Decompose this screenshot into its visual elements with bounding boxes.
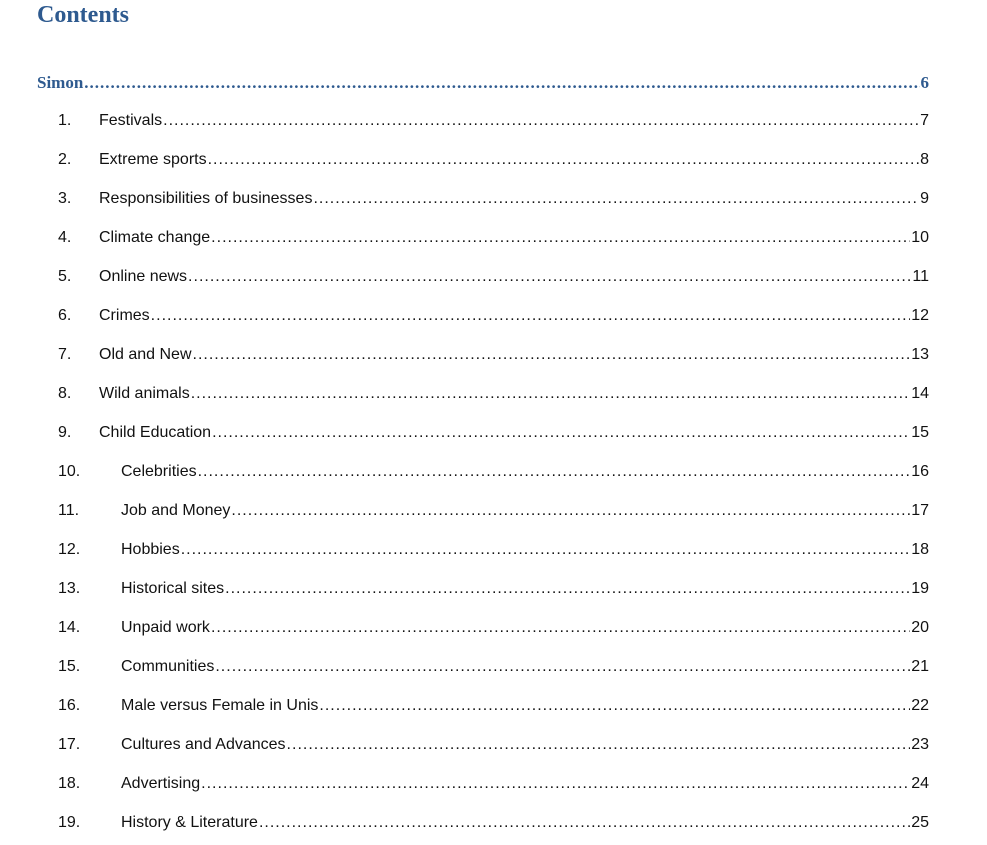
toc-entry-number: 9.	[58, 424, 72, 441]
toc-entry-number: 11.	[58, 502, 80, 519]
dot-leader	[313, 190, 919, 208]
toc-page-number: 14	[911, 385, 929, 402]
toc-entry[interactable]	[58, 112, 929, 136]
toc-entry-number: 6.	[58, 307, 72, 324]
toc-entry-title: Festivals	[99, 112, 163, 129]
toc-page-number: 25	[911, 814, 929, 831]
toc-entry-number: 7.	[58, 346, 72, 363]
toc-entry[interactable]	[58, 775, 929, 799]
toc-page-number: 9	[920, 190, 929, 207]
dot-leader	[191, 385, 911, 403]
dot-leader	[231, 502, 910, 520]
toc-entry-title: Historical sites	[121, 580, 225, 597]
toc-entry-title: Crimes	[99, 307, 150, 324]
toc-page-number: 18	[911, 541, 929, 558]
toc-page-number: 20	[911, 619, 929, 636]
toc-page-number: 12	[911, 307, 929, 324]
toc-entry-title: Male versus Female in Unis	[121, 697, 319, 714]
dot-leader	[259, 814, 910, 832]
toc-page-number: 24	[911, 775, 929, 792]
toc-entry-title: Online news	[99, 268, 188, 285]
dot-leader	[193, 346, 911, 364]
toc-entry[interactable]	[58, 580, 929, 604]
dot-leader	[84, 73, 919, 93]
dot-leader	[225, 580, 910, 598]
toc-entry-title: Job and Money	[121, 502, 231, 519]
toc-page-number: 19	[911, 580, 929, 597]
toc-entry-title: Hobbies	[121, 541, 180, 558]
toc-page-number: 21	[911, 658, 929, 675]
contents-heading: Contents	[37, 2, 130, 28]
toc-entry-title: Child Education	[99, 424, 212, 441]
toc-page-number: 22	[911, 697, 929, 714]
toc-page-number: 16	[911, 463, 929, 480]
toc-entry-number: 12.	[58, 541, 81, 558]
toc-entry-number: 1.	[58, 112, 72, 129]
dot-leader	[198, 463, 911, 481]
dot-leader	[163, 112, 919, 130]
toc-entry-title: Wild animals	[99, 385, 190, 402]
toc-entry[interactable]	[58, 541, 929, 565]
toc-page-number: 8	[920, 151, 929, 168]
toc-entry[interactable]	[58, 190, 929, 214]
toc-entry[interactable]	[58, 697, 929, 721]
dot-leader	[188, 268, 911, 286]
toc-entry[interactable]	[58, 502, 929, 526]
dot-leader	[181, 541, 911, 559]
toc-page-number: 15	[911, 424, 929, 441]
toc-page-number: 17	[911, 502, 929, 519]
toc-entry-title: Climate change	[99, 229, 211, 246]
toc-entry-title: Responsibilities of businesses	[99, 190, 313, 207]
dot-leader	[151, 307, 911, 325]
toc-entry-number: 10.	[58, 463, 81, 480]
toc-entry-simon[interactable]	[37, 73, 929, 97]
dot-leader	[208, 151, 920, 169]
toc-entry[interactable]	[58, 658, 929, 682]
toc-entry-number: 15.	[58, 658, 81, 675]
dot-leader	[287, 736, 911, 754]
toc-entry-number: 4.	[58, 229, 72, 246]
toc-entry-number: 8.	[58, 385, 72, 402]
toc-entry-title: History & Literature	[121, 814, 258, 831]
toc-entry[interactable]	[58, 229, 929, 253]
toc-entry-number: 3.	[58, 190, 72, 207]
toc-entry-title: Extreme sports	[99, 151, 207, 168]
dot-leader	[201, 775, 910, 793]
toc-entry[interactable]	[58, 151, 929, 175]
toc-entry-number: 18.	[58, 775, 81, 792]
toc-entry-title: Advertising	[121, 775, 201, 792]
toc-entry-number: 17.	[58, 736, 81, 753]
dot-leader	[319, 697, 910, 715]
toc-entry-title: Communities	[121, 658, 215, 675]
toc-page-number: 7	[920, 112, 929, 129]
toc-entry[interactable]	[58, 424, 929, 448]
toc-entry[interactable]	[58, 346, 929, 370]
toc-entry[interactable]	[58, 814, 929, 838]
toc-page-number: 6	[920, 73, 929, 92]
dot-leader	[215, 658, 910, 676]
toc-entry-number: 16.	[58, 697, 81, 714]
toc-entry[interactable]	[58, 463, 929, 487]
toc-entry-number: 14.	[58, 619, 81, 636]
dot-leader	[211, 229, 910, 247]
toc-entry-title: Celebrities	[121, 463, 197, 480]
toc-entry-title: Old and New	[99, 346, 192, 363]
toc-entry-number: 13.	[58, 580, 81, 597]
toc-entry[interactable]	[58, 268, 929, 292]
toc-entry-title: Cultures and Advances	[121, 736, 286, 753]
toc-entry-number: 5.	[58, 268, 72, 285]
toc-entry-number: 2.	[58, 151, 72, 168]
toc-entry-title: Unpaid work	[121, 619, 210, 636]
dot-leader	[212, 424, 910, 442]
toc-page-number: 10	[911, 229, 929, 246]
toc-page-number: 13	[911, 346, 929, 363]
toc-entry[interactable]	[58, 385, 929, 409]
toc-entry[interactable]	[58, 619, 929, 643]
toc-entry[interactable]	[58, 736, 929, 760]
toc-page-number: 23	[911, 736, 929, 753]
toc-entry[interactable]	[58, 307, 929, 331]
dot-leader	[211, 619, 910, 637]
toc-page-number: 11	[912, 268, 929, 285]
toc-entry-number: 19.	[58, 814, 81, 831]
toc-section-title: Simon	[37, 73, 84, 92]
